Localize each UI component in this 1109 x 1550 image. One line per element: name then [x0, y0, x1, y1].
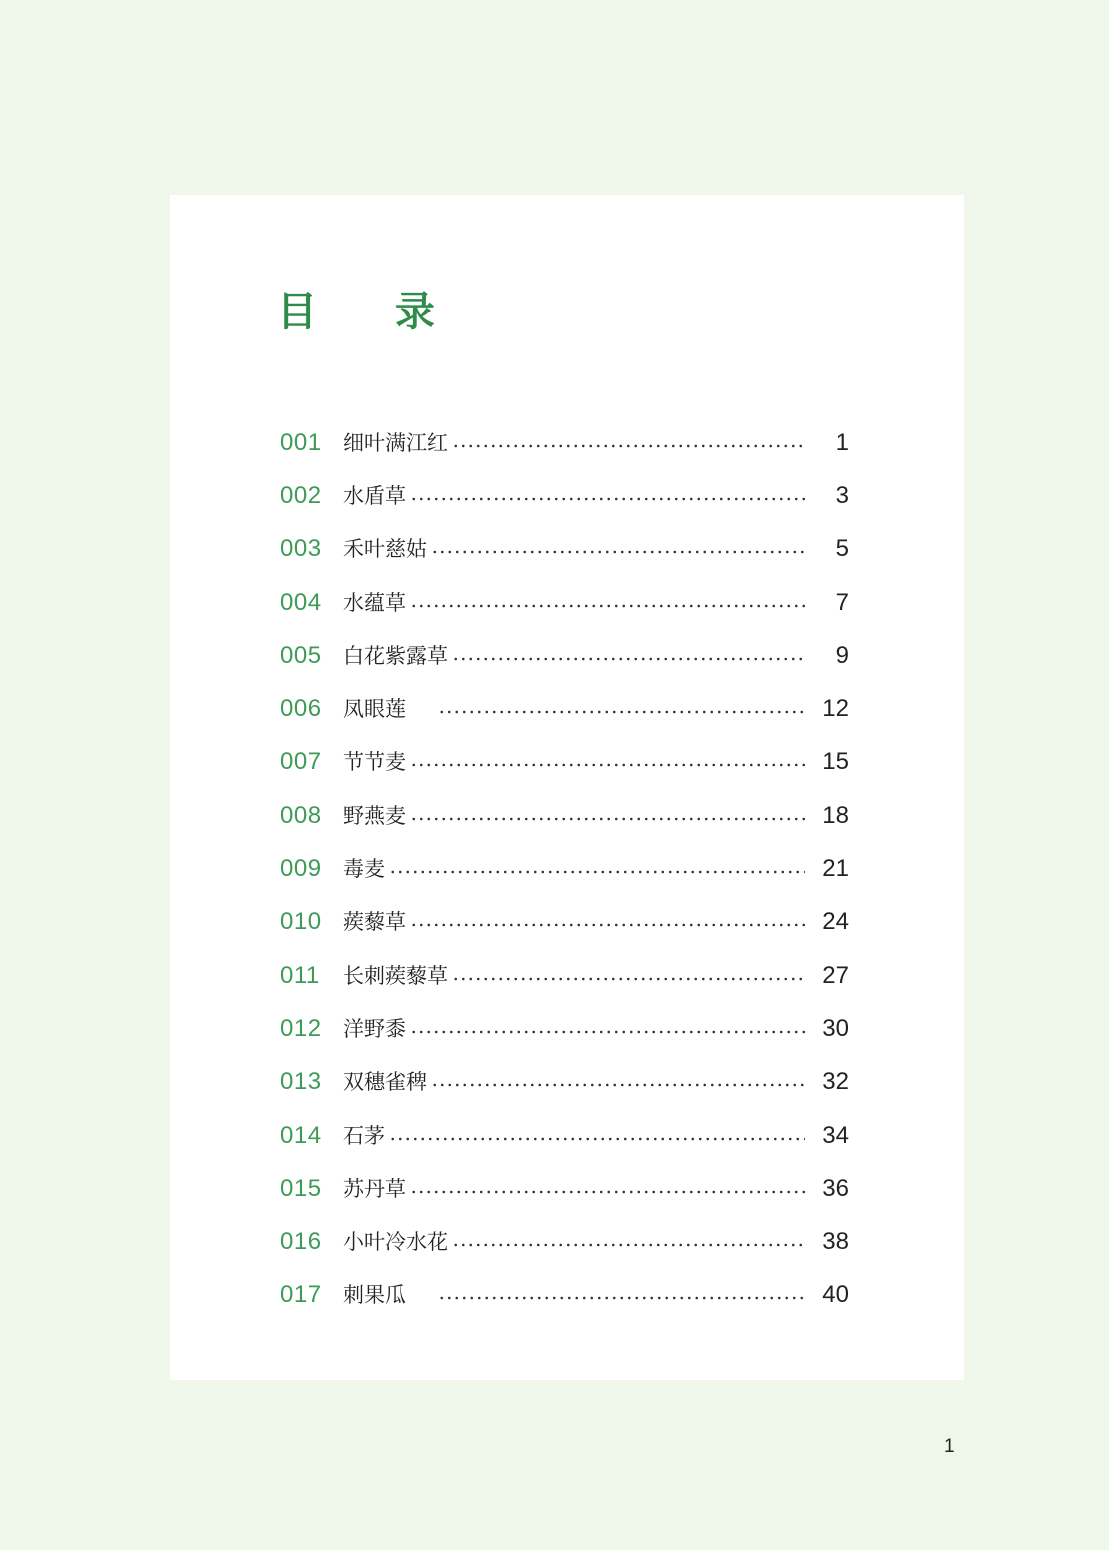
dot-leader: [389, 870, 805, 874]
toc-entry-title: 禾叶慈姑: [343, 537, 427, 562]
toc-entry-page: 32: [822, 1068, 849, 1096]
toc-entry-number: 015: [280, 1174, 322, 1202]
toc-entry-number: 007: [280, 748, 322, 776]
toc-entry[interactable]: [280, 1002, 849, 1055]
dot-leader: [452, 444, 805, 448]
toc-entry[interactable]: [280, 1269, 849, 1322]
dot-leader: [431, 1083, 805, 1087]
toc-entry-number: 001: [280, 428, 322, 456]
dot-leader: [410, 923, 805, 927]
toc-entry[interactable]: [280, 416, 849, 469]
toc-page: [170, 195, 964, 1380]
dot-leader: [452, 657, 805, 661]
toc-entry[interactable]: [280, 469, 849, 522]
toc-entry-title: 蒺藜草: [343, 910, 406, 935]
toc-entry[interactable]: [280, 1056, 849, 1109]
toc-entry-title: 洋野黍: [343, 1016, 406, 1041]
toc-entry-title: 野燕麦: [343, 803, 406, 828]
toc-entry[interactable]: [280, 1215, 849, 1268]
toc-entry-title: 小叶冷水花: [343, 1230, 448, 1255]
dot-leader: [410, 763, 805, 767]
toc-entry[interactable]: [280, 1162, 849, 1215]
toc-entry-number: 006: [280, 695, 322, 723]
dot-leader: [431, 550, 805, 554]
toc-entry-page: 30: [822, 1014, 849, 1042]
toc-entry-page: 3: [835, 481, 849, 509]
toc-entry-page: 40: [822, 1281, 849, 1309]
dot-leader: [410, 1030, 805, 1034]
dot-leader: [410, 604, 805, 608]
dot-leader: [410, 817, 805, 821]
page-number: 1: [944, 1436, 955, 1457]
toc-entry-page: 12: [822, 695, 849, 723]
dot-leader: [389, 1137, 805, 1141]
toc-entry[interactable]: [280, 896, 849, 949]
toc-entry-number: 009: [280, 855, 322, 883]
dot-leader: [452, 977, 805, 981]
toc-entry[interactable]: [280, 682, 849, 735]
toc-entry[interactable]: [280, 736, 849, 789]
toc-entry-title: 白花紫露草: [343, 643, 448, 668]
page-title: 目 录: [277, 288, 467, 335]
toc-entry-title: 毒麦: [343, 857, 385, 882]
toc-entry-number: 017: [280, 1281, 322, 1309]
toc-entry-number: 008: [280, 801, 322, 829]
toc-entry-title: 石茅: [343, 1123, 385, 1148]
toc-entry-page: 5: [835, 535, 849, 563]
dot-leader: [410, 497, 805, 501]
toc-entry-page: 15: [822, 748, 849, 776]
toc-entry-number: 003: [280, 535, 322, 563]
toc-entry[interactable]: [280, 629, 849, 682]
toc-entry[interactable]: [280, 949, 849, 1002]
toc-entry-page: 1: [835, 428, 849, 456]
toc-entry-number: 002: [280, 481, 322, 509]
toc-entry-title: 凤眼莲: [343, 697, 406, 722]
toc-entry[interactable]: [280, 789, 849, 842]
toc-entry-page: 27: [822, 961, 849, 989]
toc-entry-page: 38: [822, 1228, 849, 1256]
toc-entry-title: 水盾草: [343, 483, 406, 508]
toc-entry-title: 水蕴草: [343, 590, 406, 615]
dot-leader: [438, 1296, 805, 1300]
dot-leader: [452, 1243, 805, 1247]
toc-entry-page: 7: [835, 588, 849, 616]
toc-entry-number: 004: [280, 588, 322, 616]
toc-entry-number: 011: [280, 961, 320, 989]
toc-entry-page: 9: [835, 641, 849, 669]
toc-entry-number: 005: [280, 641, 322, 669]
toc-entry-number: 016: [280, 1228, 322, 1256]
dot-leader: [438, 710, 805, 714]
toc-entry[interactable]: [280, 842, 849, 895]
toc-entry-page: 18: [822, 801, 849, 829]
toc-entry-title: 苏丹草: [343, 1176, 406, 1201]
toc-entry-page: 21: [822, 855, 849, 883]
toc-entry-page: 34: [822, 1121, 849, 1149]
toc-entry-title: 双穗雀稗: [343, 1070, 427, 1095]
toc-entry-page: 36: [822, 1174, 849, 1202]
toc-list: [280, 416, 849, 1322]
toc-entry[interactable]: [280, 523, 849, 576]
toc-entry-title: 长刺蒺藜草: [343, 963, 448, 988]
toc-entry-number: 014: [280, 1121, 322, 1149]
toc-entry-number: 012: [280, 1014, 322, 1042]
toc-entry-title: 刺果瓜: [343, 1283, 406, 1308]
toc-entry-title: 细叶满江红: [343, 430, 448, 455]
dot-leader: [410, 1190, 805, 1194]
toc-entry[interactable]: [280, 1109, 849, 1162]
toc-entry-number: 010: [280, 908, 322, 936]
toc-entry-page: 24: [822, 908, 849, 936]
toc-entry-title: 节节麦: [343, 750, 406, 775]
toc-entry-number: 013: [280, 1068, 322, 1096]
toc-entry[interactable]: [280, 576, 849, 629]
